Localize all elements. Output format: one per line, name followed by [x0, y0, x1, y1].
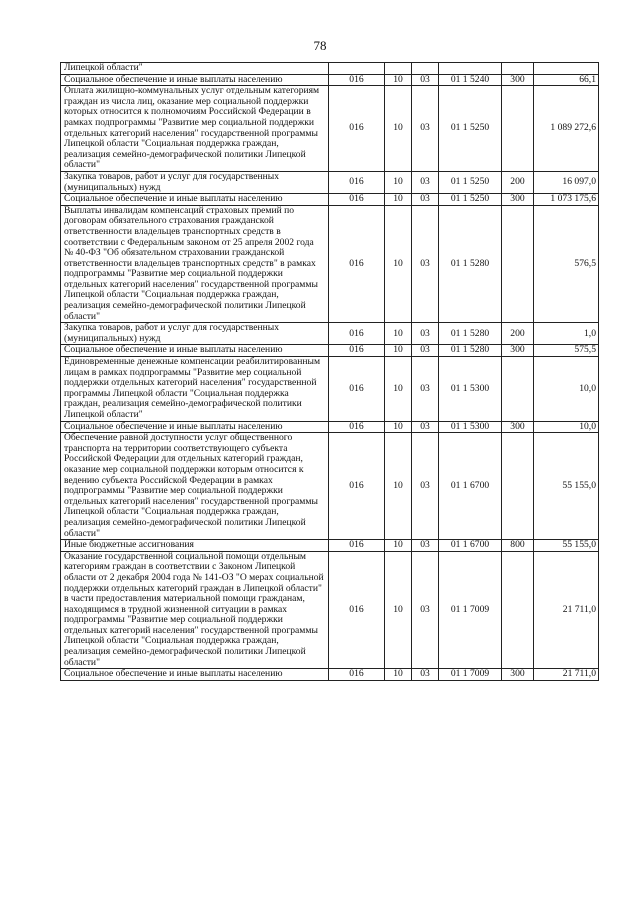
budget-table-body [61, 63, 599, 681]
row-ministry-code: 016 [329, 540, 385, 552]
row-expense-type: 300 [502, 421, 534, 433]
row-target-article: 01 1 5280 [439, 205, 502, 323]
row-ministry-code: 016 [329, 194, 385, 206]
row-expense-type: 200 [502, 323, 534, 345]
row-section-code [385, 63, 412, 75]
budget-table [60, 62, 599, 681]
row-description: Социальное обеспечение и иные выплаты населению [61, 345, 329, 357]
row-amount: 10,0 [534, 421, 599, 433]
row-description: Оказание государственной социальной помощи отдельным категориям граждан в соответствии с Законом Липецкой области от 2 декабря 2004 года № 141-ОЗ "О мерах социальной поддержки отдельных категорий граждан в Липецкой области" в части предоставления материальной помощи гражданам, находящимся в трудной жизненной ситуации в рамках подпрограммы "Развитие мер социальной поддержки отдельных категорий населения" государственной программы Липецкой области "Социальная поддержка граждан, реализация семейно-демографической политики Липецкой области" [61, 551, 329, 669]
row-description: Обеспечение равной доступности услуг общественного транспорта на территории соответствующего субъекта Российской Федерации для отдельных категорий граждан, оказание мер социальной поддержки которым относится к ведению субъекта Российской Федерации в рамках подпрограммы "Развитие мер социальной поддержки отдельных категорий населения" государственной программы Липецкой области "Социальная поддержка граждан, реализация семейно-демографической политики Липецкой области" [61, 433, 329, 540]
row-target-article [439, 63, 502, 75]
table-row [61, 205, 599, 323]
row-amount: 576,5 [534, 205, 599, 323]
row-section-code: 10 [385, 551, 412, 669]
row-subsection-code: 03 [412, 86, 439, 172]
row-description: Единовременные денежные компенсации реабилитированным лицам в рамках подпрограммы "Развитие мер социальной поддержки отдельных категорий населения" государственной программы Липецкой области "Социальная поддержка граждан, реализация семейно-демографической политики Липецкой области" [61, 357, 329, 422]
row-amount: 1 089 272,6 [534, 86, 599, 172]
row-expense-type: 800 [502, 540, 534, 552]
row-amount: 575,5 [534, 345, 599, 357]
row-section-code: 10 [385, 669, 412, 681]
row-subsection-code: 03 [412, 194, 439, 206]
row-expense-type: 300 [502, 194, 534, 206]
row-expense-type [502, 357, 534, 422]
row-description: Закупка товаров, работ и услуг для государственных (муниципальных) нужд [61, 171, 329, 193]
row-target-article: 01 1 5300 [439, 421, 502, 433]
row-ministry-code: 016 [329, 345, 385, 357]
row-subsection-code: 03 [412, 433, 439, 540]
row-subsection-code: 03 [412, 357, 439, 422]
row-expense-type: 300 [502, 345, 534, 357]
row-section-code: 10 [385, 357, 412, 422]
row-target-article: 01 1 5240 [439, 74, 502, 86]
table-row [61, 171, 599, 193]
row-target-article: 01 1 5250 [439, 194, 502, 206]
row-amount: 21 711,0 [534, 669, 599, 681]
row-expense-type [502, 86, 534, 172]
row-amount: 66,1 [534, 74, 599, 86]
row-target-article: 01 1 5280 [439, 323, 502, 345]
table-row [61, 540, 599, 552]
table-row [61, 357, 599, 422]
row-subsection-code: 03 [412, 74, 439, 86]
table-row [61, 74, 599, 86]
row-description: Социальное обеспечение и иные выплаты населению [61, 194, 329, 206]
table-row [61, 669, 599, 681]
row-target-article: 01 1 7009 [439, 551, 502, 669]
row-subsection-code: 03 [412, 171, 439, 193]
page-number: 78 [313, 38, 327, 53]
row-expense-type [502, 433, 534, 540]
row-amount: 16 097,0 [534, 171, 599, 193]
row-description: Социальное обеспечение и иные выплаты населению [61, 74, 329, 86]
row-subsection-code: 03 [412, 421, 439, 433]
table-row [61, 421, 599, 433]
row-subsection-code: 03 [412, 551, 439, 669]
row-description: Социальное обеспечение и иные выплаты населению [61, 421, 329, 433]
row-expense-type [502, 551, 534, 669]
row-ministry-code: 016 [329, 433, 385, 540]
table-row [61, 86, 599, 172]
row-section-code: 10 [385, 540, 412, 552]
row-target-article: 01 1 5250 [439, 171, 502, 193]
row-amount: 55 155,0 [534, 433, 599, 540]
row-amount: 10,0 [534, 357, 599, 422]
row-target-article: 01 1 6700 [439, 540, 502, 552]
row-description: Выплаты инвалидам компенсаций страховых премий по договорам обязательного страхования гражданской ответственности владельцев транспортных средств в соответствии с Федеральным законом от 25 апреля 2002 года № 40-ФЗ "Об обязательном страховании гражданской ответственности владельцев транспортных средств" в рамках подпрограммы "Развитие мер социальной поддержки отдельных категорий населения" государственной программы Липецкой области "Социальная поддержка граждан, реализация семейно-демографической политики Липецкой области" [61, 205, 329, 323]
row-subsection-code: 03 [412, 205, 439, 323]
row-subsection-code: 03 [412, 669, 439, 681]
row-subsection-code: 03 [412, 323, 439, 345]
row-section-code: 10 [385, 194, 412, 206]
row-amount: 55 155,0 [534, 540, 599, 552]
row-expense-type [502, 205, 534, 323]
row-section-code: 10 [385, 171, 412, 193]
row-expense-type: 300 [502, 669, 534, 681]
row-description: Иные бюджетные ассигнования [61, 540, 329, 552]
row-amount: 21 711,0 [534, 551, 599, 669]
row-ministry-code: 016 [329, 669, 385, 681]
row-subsection-code [412, 63, 439, 75]
table-row [61, 63, 599, 75]
row-ministry-code: 016 [329, 171, 385, 193]
table-row [61, 194, 599, 206]
row-amount: 1 073 175,6 [534, 194, 599, 206]
row-expense-type: 300 [502, 74, 534, 86]
row-expense-type: 200 [502, 171, 534, 193]
row-subsection-code: 03 [412, 540, 439, 552]
row-expense-type [502, 63, 534, 75]
row-ministry-code: 016 [329, 551, 385, 669]
row-description: Закупка товаров, работ и услуг для государственных (муниципальных) нужд [61, 323, 329, 345]
row-ministry-code: 016 [329, 74, 385, 86]
row-ministry-code: 016 [329, 323, 385, 345]
row-section-code: 10 [385, 323, 412, 345]
row-amount: 1,0 [534, 323, 599, 345]
row-target-article: 01 1 7009 [439, 669, 502, 681]
row-target-article: 01 1 5300 [439, 357, 502, 422]
row-section-code: 10 [385, 421, 412, 433]
row-section-code: 10 [385, 345, 412, 357]
row-amount [534, 63, 599, 75]
row-subsection-code: 03 [412, 345, 439, 357]
row-description: Оплата жилищно-коммунальных услуг отдельным категориям граждан из числа лиц, оказание мер социальной поддержки которых относится к полномочиям Российской Федерации в рамках подпрограммы "Развитие мер социальной поддержки отдельных категорий населения" государственной программы Липецкой области "Социальная поддержка граждан, реализация семейно-демографической политики Липецкой области" [61, 86, 329, 172]
row-description: Социальное обеспечение и иные выплаты населению [61, 669, 329, 681]
row-ministry-code: 016 [329, 421, 385, 433]
row-target-article: 01 1 6700 [439, 433, 502, 540]
row-target-article: 01 1 5250 [439, 86, 502, 172]
table-row [61, 433, 599, 540]
table-row [61, 345, 599, 357]
row-section-code: 10 [385, 86, 412, 172]
row-section-code: 10 [385, 74, 412, 86]
table-row [61, 323, 599, 345]
row-ministry-code: 016 [329, 86, 385, 172]
row-ministry-code: 016 [329, 357, 385, 422]
row-ministry-code [329, 63, 385, 75]
row-section-code: 10 [385, 433, 412, 540]
row-description: Липецкой области" [61, 63, 329, 75]
table-row [61, 551, 599, 669]
row-ministry-code: 016 [329, 205, 385, 323]
row-section-code: 10 [385, 205, 412, 323]
row-target-article: 01 1 5280 [439, 345, 502, 357]
